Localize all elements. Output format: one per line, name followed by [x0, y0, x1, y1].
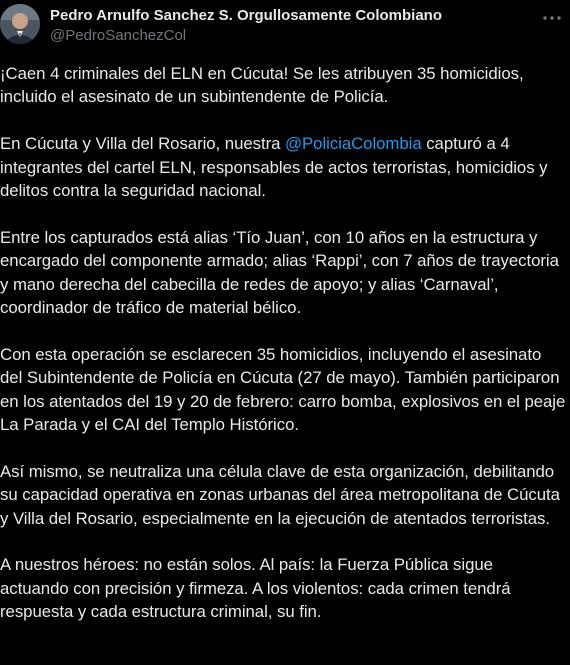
avatar[interactable]	[0, 4, 40, 44]
user-handle[interactable]: @PedroSanchezCol	[50, 27, 187, 44]
paragraph-text: En Cúcuta y Villa del Rosario, nuestra	[0, 134, 286, 154]
paragraph-text: capturó a 4 integrantes del cartel ELN, responsables de actos terroristas, homicidios y delitos contra la seguridad nacional.	[0, 134, 548, 201]
tweet-paragraph	[0, 343, 566, 437]
paragraph-text: Así mismo, se neutraliza una célula clave de esta organización, debilitando su capacidad operativa en zonas urbanas del área metropolitana de Cúcuta y Villa del Rosario, especialmente en la ejecución de atentados terroristas.	[0, 461, 560, 528]
avatar-image	[0, 4, 40, 44]
tweet-paragraph	[0, 460, 566, 530]
tweet-paragraph	[0, 132, 566, 202]
more-horizontal-icon	[540, 8, 564, 28]
tweet-header	[0, 0, 570, 52]
tweet-paragraph	[0, 226, 566, 320]
tweet-text	[0, 62, 566, 647]
display-name[interactable]: Pedro Arnulfo Sanchez S. Orgullosamente Colombiano	[50, 7, 442, 24]
paragraph-text: ¡Caen 4 criminales del ELN en Cúcuta! Se les atribuyen 35 homicidios, incluido el asesinato de un subintendente de Policía.	[0, 64, 524, 107]
more-options-button[interactable]	[540, 8, 564, 28]
tweet-paragraph	[0, 62, 566, 109]
tweet-paragraph	[0, 553, 566, 623]
paragraph-text: Entre los capturados está alias ‘Tío Juan’, con 10 años en la estructura y encargado del componente armado; alias ‘Rappi’, con 7 años de trayectoria y mano derecha del cabecilla de redes de apoyo; y alias ‘Carnaval’, coordinador de tráfico de material bélico.	[0, 227, 559, 318]
paragraph-text: Con esta operación se esclarecen 35 homicidios, incluyendo el asesinato del Subintendente de Policía en Cúcuta (27 de mayo). También participaron en los atentados del 19 y 20 de febrero: carro bomba, explosivos en el peaje La Parada y el CAI del Templo Histórico.	[0, 344, 566, 435]
author-names	[50, 6, 510, 46]
paragraph-text: A nuestros héroes: no están solos. Al país: la Fuerza Pública sigue actuando con precisión y firmeza. A los violentos: cada crimen tendrá respuesta y cada estructura criminal, su fin.	[0, 555, 511, 622]
mention-link[interactable]: @PoliciaColombia	[285, 134, 422, 154]
